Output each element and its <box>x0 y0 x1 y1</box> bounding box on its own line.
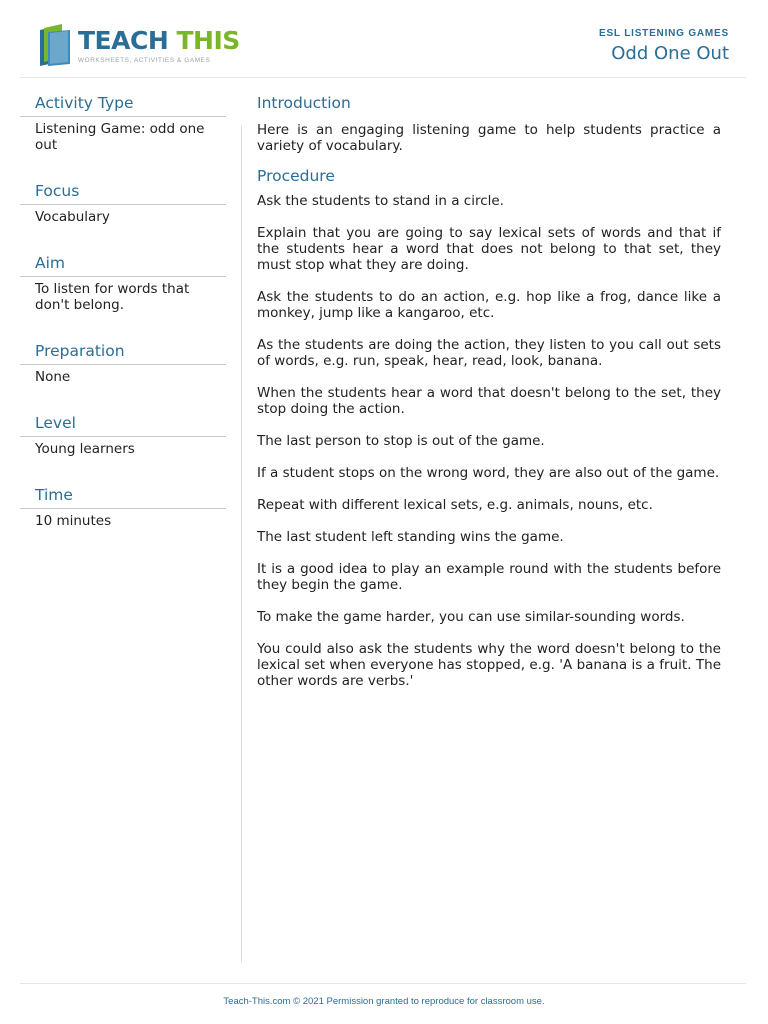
page-title: Odd One Out <box>611 43 729 64</box>
procedure-step: You could also ask the students why the word doesn't belong to the lexical set when everyone has stopped, e.g. 'A banana is a fruit. The other words are verbs.' <box>257 641 721 689</box>
sidebar-heading: Time <box>20 486 226 509</box>
procedure-heading: Procedure <box>257 167 335 185</box>
column-divider <box>241 125 242 963</box>
introduction-heading: Introduction <box>257 94 351 112</box>
teach-this-logo[interactable] <box>36 24 240 70</box>
procedure-step: If a student stops on the wrong word, they are also out of the game. <box>257 465 720 481</box>
sidebar-heading: Aim <box>20 254 226 277</box>
procedure-step: Ask the students to stand in a circle. <box>257 193 504 209</box>
sidebar-value: None <box>35 369 71 385</box>
sidebar-value: Vocabulary <box>35 209 110 225</box>
sidebar-heading: Focus <box>20 182 226 205</box>
procedure-step: Explain that you are going to say lexical sets of words and that if the students hear a word that does not belong to that set, they must stop what they are doing. <box>257 225 721 273</box>
header-divider <box>20 77 746 78</box>
sidebar-section-focus <box>20 182 226 225</box>
introduction-text: Here is an engaging listening game to help students practice a variety of vocabulary. <box>257 122 721 154</box>
logo-wordmark <box>78 26 240 55</box>
logo-word-teach: TEACH <box>78 26 169 55</box>
procedure-step: Ask the students to do an action, e.g. hop like a frog, dance like a monkey, jump like a kangaroo, etc. <box>257 289 721 321</box>
procedure-step: As the students are doing the action, they listen to you call out sets of words, e.g. run, speak, hear, read, look, banana. <box>257 337 721 369</box>
sidebar-value: Young learners <box>35 441 135 457</box>
sidebar-value: 10 minutes <box>35 513 112 529</box>
sidebar-section-time <box>20 486 226 529</box>
main-content <box>257 94 721 705</box>
sidebar-heading: Level <box>20 414 226 437</box>
logo-word-this: THIS <box>176 26 240 55</box>
sidebar-value: Listening Game: odd one out <box>35 121 205 153</box>
sidebar-section-level <box>20 414 226 457</box>
procedure-step: The last student left standing wins the game. <box>257 529 564 545</box>
sidebar-heading: Activity Type <box>20 94 226 117</box>
sidebar-value: To listen for words that don't belong. <box>35 281 190 313</box>
sidebar-section-activity-type <box>20 94 226 153</box>
category-label: ESL LISTENING GAMES <box>598 28 729 39</box>
sidebar-section-aim <box>20 254 226 313</box>
logo-tagline: WORKSHEETS, ACTIVITIES & GAMES <box>78 57 211 64</box>
sidebar-heading: Preparation <box>20 342 226 365</box>
procedure-step: The last person to stop is out of the game. <box>257 433 545 449</box>
procedure-step: When the students hear a word that doesn't belong to the set, they stop doing the action. <box>257 385 721 417</box>
book-icon <box>36 24 76 68</box>
procedure-step: Repeat with different lexical sets, e.g. animals, nouns, etc. <box>257 497 653 513</box>
sidebar-section-preparation <box>20 342 226 385</box>
procedure-step: It is a good idea to play an example round with the students before they begin the game. <box>257 561 721 593</box>
footer-divider <box>20 983 746 984</box>
page-header <box>0 0 768 80</box>
procedure-step: To make the game harder, you can use similar-sounding words. <box>257 609 685 625</box>
footer-copyright[interactable]: Teach-This.com © 2021 Permission granted to reproduce for classroom use. <box>223 996 545 1007</box>
sidebar <box>20 94 226 558</box>
